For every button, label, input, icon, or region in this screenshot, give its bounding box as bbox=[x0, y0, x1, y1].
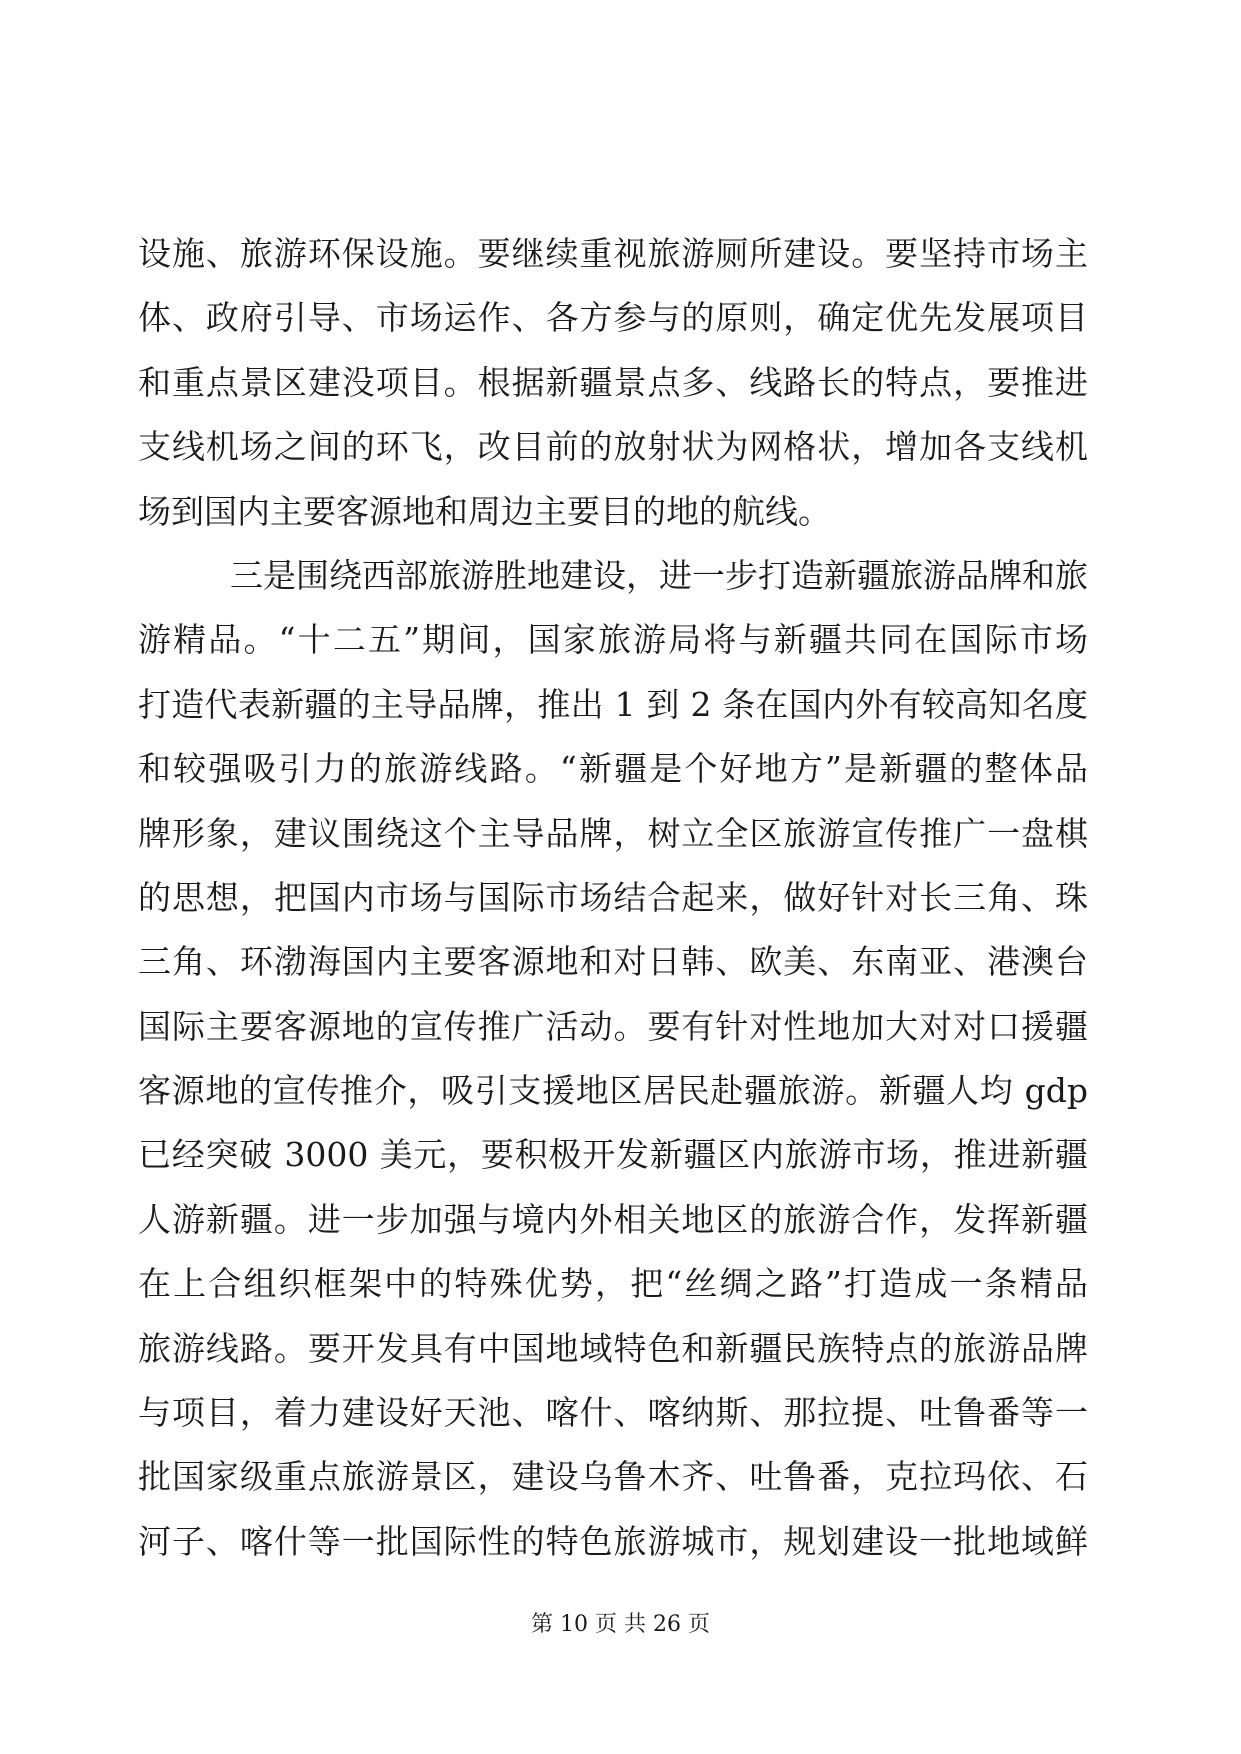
text-line: 三角、环渤海国内主要客源地和对日韩、欧美、东南亚、港澳台 bbox=[138, 942, 1088, 982]
text-line: 和重点景区建没项目。根据新疆景点多、线路长的特点，要推进 bbox=[138, 362, 1088, 402]
text-line: 批国家级重点旅游景区，建设乌鲁木齐、吐鲁番，克拉玛依、石 bbox=[138, 1457, 1088, 1497]
text-line: 客源地的宣传推介，吸引支援地区居民赴疆旅游。新疆人均 gdp bbox=[138, 1071, 1088, 1111]
paragraph-start-line: 三是围绕西部旅游胜地建设，进一步打造新疆旅游品牌和旅 bbox=[230, 555, 1088, 595]
text-line: 已经突破 3000 美元，要积极开发新疆区内旅游市场，推进新疆 bbox=[138, 1135, 1088, 1175]
text-line: 与项目，着力建设好天池、喀什、喀纳斯、那拉提、吐鲁番等一 bbox=[138, 1393, 1088, 1433]
text-line: 体、政府引导、市场运作、各方参与的原则，确定优先发展项目 bbox=[138, 298, 1088, 338]
text-line: 在上合组织框架中的特殊优势，把“丝绸之路”打造成一条精品 bbox=[138, 1264, 1088, 1304]
text-line: 人游新疆。进一步加强与境内外相关地区的旅游合作，发挥新疆 bbox=[138, 1199, 1088, 1239]
text-line: 游精品。“十二五”期间，国家旅游局将与新疆共同在国际市场 bbox=[138, 620, 1088, 660]
text-line: 旅游线路。要开发具有中国地域特色和新疆民族特点的旅游品牌 bbox=[138, 1328, 1088, 1368]
text-line: 打造代表新疆的主导品牌，推出 1 到 2 条在国内外有较高知名度 bbox=[138, 684, 1088, 724]
text-line: 场到国内主要客源地和周边主要目的地的航线。 bbox=[138, 491, 831, 531]
body-text bbox=[138, 222, 1088, 1574]
text-line: 河子、喀什等一批国际性的特色旅游城市，规划建设一批地域鲜 bbox=[138, 1521, 1088, 1561]
text-line: 设施、旅游环保设施。要继续重视旅游厕所建设。要坚持市场主 bbox=[138, 234, 1088, 273]
text-line: 的思想，把国内市场与国际市场结合起来，做好针对长三角、珠 bbox=[138, 877, 1088, 917]
text-line: 牌形象，建议围绕这个主导品牌，树立全区旅游宣传推广一盘棋 bbox=[138, 813, 1088, 853]
page-number-footer: 第 10 页 共 26 页 bbox=[531, 1612, 710, 1637]
text-line: 支线机场之间的环飞，改目前的放射状为网格状，增加各支线机 bbox=[138, 427, 1088, 467]
text-line: 和较强吸引力的旅游线路。“新疆是个好地方”是新疆的整体品 bbox=[138, 749, 1088, 789]
text-line: 国际主要客源地的宣传推广活动。要有针对性地加大对对口援疆 bbox=[138, 1006, 1088, 1046]
